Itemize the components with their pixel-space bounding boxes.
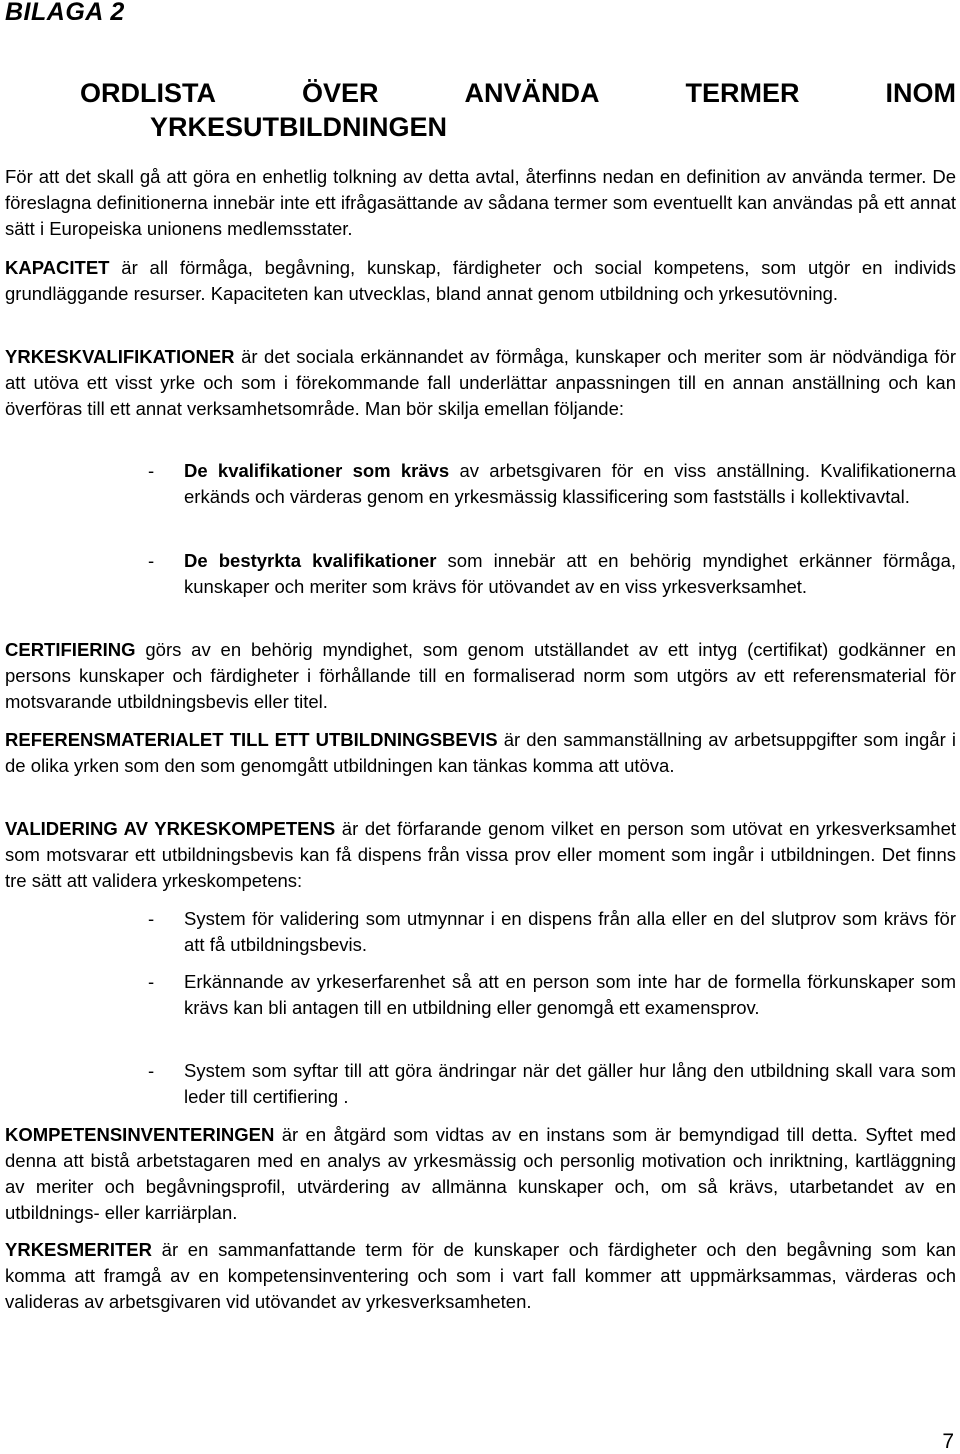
list-item	[148, 458, 956, 510]
definition-text: är en sammanfattande term för de kunskaper och färdigheter och den begåvning som kan komma att framgå av en kompetensinventering och som i vart fall kommer att uppmärksammas, värderas och valideras av arbetsgivaren vid utövandet av yrkesverksamheten.	[5, 1239, 956, 1312]
title-word: ÖVER	[301, 78, 379, 108]
term-referensmaterialet: REFERENSMATERIALET TILL ETT UTBILDNINGSBEVIS	[5, 729, 498, 750]
list-item-body: som innebär att en behörig myndighet erkänner förmåga, kunskaper och meriter som krävs för utövandet av en viss yrkesverksamhet.	[184, 550, 956, 597]
title-line-2: YRKESUTBILDNINGEN	[150, 112, 448, 142]
term-yrkesmeriter: YRKESMERITER	[5, 1239, 152, 1260]
title-word: ORDLISTA	[80, 78, 216, 108]
list-item	[148, 906, 956, 958]
definition-kompetensinventeringen	[5, 1122, 956, 1226]
definition-kapacitet	[5, 255, 956, 307]
title-word: INOM	[885, 78, 956, 108]
list-item	[148, 1058, 956, 1110]
list-item-text: System för validering som utmynnar i en dispens från alla eller en del slutprov som krävs för att få utbildningsbevis.	[184, 908, 956, 955]
term-yrkeskvalifikationer: YRKESKVALIFIKATIONER	[5, 346, 235, 367]
list-dash: -	[148, 908, 155, 929]
term-validering: VALIDERING AV YRKESKOMPETENS	[5, 818, 336, 839]
list-item-text	[184, 458, 956, 510]
definition-certifiering	[5, 637, 956, 715]
term-kompetensinventeringen: KOMPETENSINVENTERINGEN	[5, 1124, 275, 1145]
definition-text: är en åtgärd som vidtas av en instans som är bemyndigad till detta. Syftet med denna att bistå arbetstagaren med en analys av yrkesmässig och personlig motivation och inriktning, kartläggning av meriter och begåvningsprofil, utvärdering av allmänna kunskaper och, om så krävs, utarbetandet av en utbildnings- eller karriärplan.	[5, 1124, 956, 1223]
definition-text: görs av en behörig myndighet, som genom utställandet av ett intyg (certifikat) godkänner en persons kunskaper och färdigheter i förhållande till en formaliserad norm som utgörs av ett referensmaterial för motsvarande utbildningsbevis eller titel.	[5, 639, 956, 712]
appendix-label: BILAGA 2	[5, 0, 125, 26]
definition-text: är den sammanställning av arbetsuppgifter som ingår i de olika yrken som den som genomgått utbildningen kan tänkas komma att utöva.	[5, 729, 956, 776]
definition-validering	[5, 816, 956, 894]
definition-text: är det förfarande genom vilket en person som utövat en yrkesverksamhet som motsvarar ett utbildningsbevis kan få dispens från vissa prov eller moment som ingår i utbildningen. Det finns tre sätt att validera yrkeskompetens:	[5, 818, 957, 891]
definition-text: är all förmåga, begåvning, kunskap, färdigheter och social kompetens, som utgör en individs grundläggande resurser. Kapaciteten kan utvecklas, bland annat genom utbildning och yrkesutövning.	[5, 257, 956, 304]
list-item-text: Erkännande av yrkeserfarenhet så att en person som inte har de formella förkunskaper som krävs kan bli antagen till en utbildning eller genomgå ett examensprov.	[184, 971, 956, 1018]
definition-yrkeskvalifikationer	[5, 344, 956, 422]
title-word: TERMER	[685, 78, 800, 108]
definition-yrkesmeriter	[5, 1237, 956, 1315]
intro-paragraph: För att det skall gå att göra en enhetlig tolkning av detta avtal, återfinns nedan en definition av använda termer. De föreslagna definitionerna innebär inte ett ifrågasättande av sådana termer som eventuellt kan användas på ett annat sätt i Europeiska unionens medlemsstater.	[5, 166, 956, 239]
list-dash: -	[148, 971, 155, 992]
definition-referensmaterialet	[5, 727, 956, 779]
list-dash: -	[148, 1060, 155, 1081]
title-line-1	[80, 76, 956, 110]
term-kapacitet: KAPACITET	[5, 257, 110, 278]
page-number: 7	[942, 1430, 954, 1453]
list-item-term: De kvalifikationer som krävs	[184, 460, 450, 481]
list-item-text: System som syftar till att göra ändringar när det gäller hur lång den utbildning skall vara som leder till certifiering .	[184, 1060, 956, 1107]
definition-text: är det sociala erkännandet av förmåga, kunskaper och meriter som är nödvändiga för att utöva ett visst yrke och som i förekommande fall underlättar anpassningen till en annan anställning och kan överföras till ett annat verksamhetsområde. Man bör skilja emellan följande:	[5, 346, 956, 419]
list-dash: -	[148, 460, 155, 481]
list-item-text	[184, 548, 956, 600]
page-title	[80, 76, 956, 144]
list-item-body: av arbetsgivaren för en viss anställning. Kvalifikationerna erkänds och värderas genom en yrkesmässig klassificering som fastställs i kollektivavtal.	[184, 460, 956, 507]
list-item	[148, 548, 956, 600]
list-item-term: De bestyrkta kvalifikationer	[184, 550, 437, 571]
list-dash: -	[148, 550, 155, 571]
list-item	[148, 969, 956, 1021]
title-word: ANVÄNDA	[464, 78, 600, 108]
term-certifiering: CERTIFIERING	[5, 639, 136, 660]
